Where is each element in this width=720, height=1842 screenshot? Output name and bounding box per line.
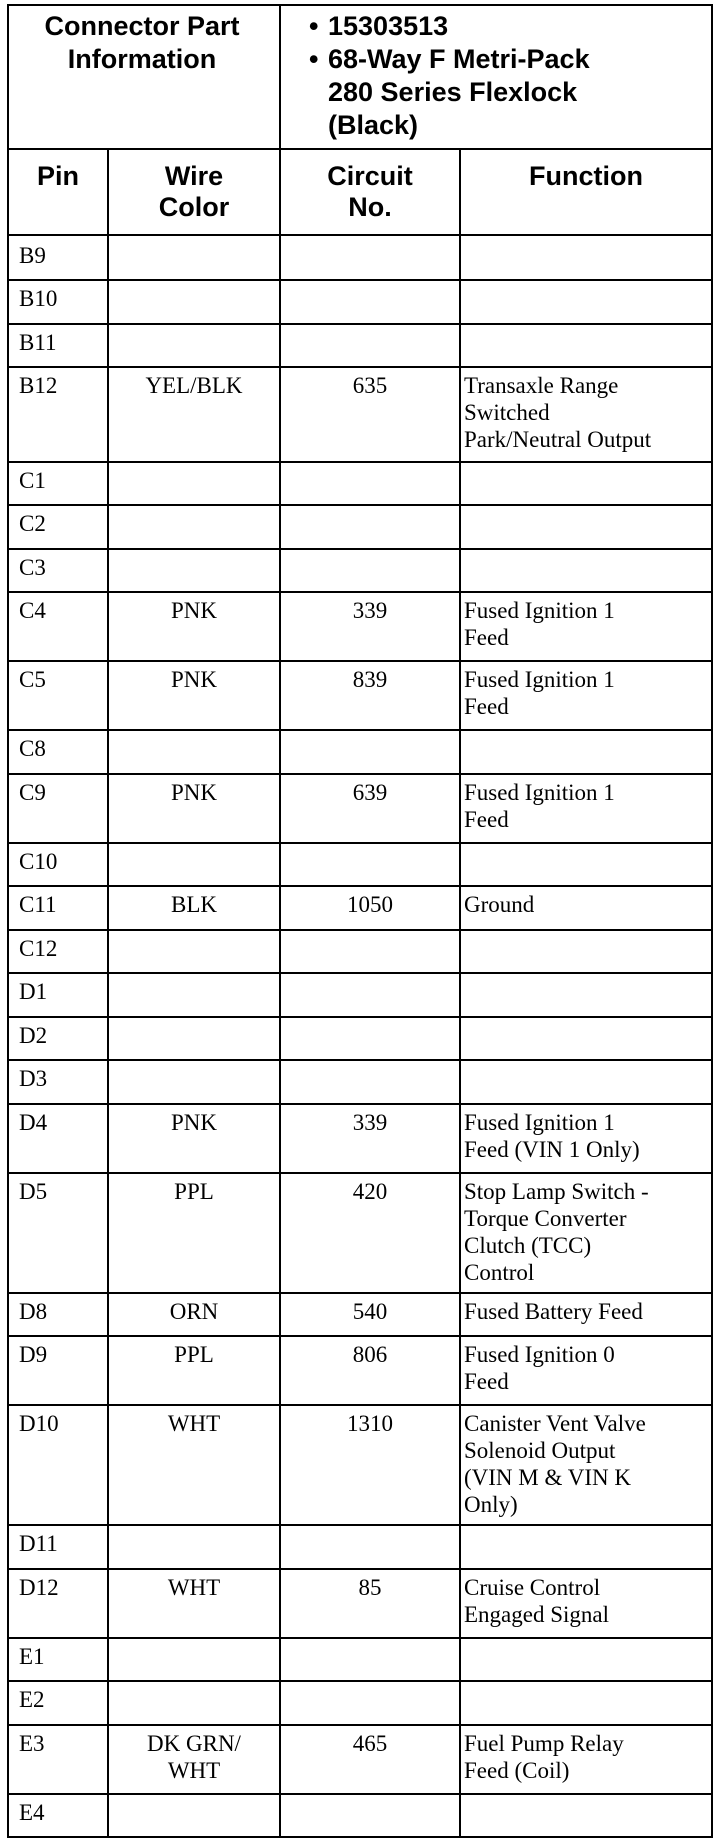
connector-table: [7, 4, 713, 1838]
function-cell-line: Fuel Pump Relay: [464, 1730, 624, 1756]
wire-color-cell: [109, 1574, 279, 1601]
pin-cell: [19, 242, 97, 269]
circuit-cell-line: 540: [352, 1298, 388, 1324]
wire-color-cell-line: PNK: [170, 667, 217, 693]
pin-cell: [19, 935, 97, 962]
title-line-1: Connector Part: [44, 11, 240, 41]
pin-cell: [19, 1686, 97, 1713]
pin-cell: [19, 467, 97, 494]
column-header-circuit-no: Circuit No.: [327, 161, 413, 222]
function-cell-line: Torque Converter: [464, 1205, 627, 1231]
function-cell-line: (VIN M & VIN K: [464, 1465, 631, 1491]
row-divider: [9, 1637, 711, 1639]
pin-cell-line: D1: [19, 979, 48, 1005]
function-cell-line: Canister Vent Valve: [464, 1411, 646, 1437]
wire-color-cell: [109, 1109, 279, 1136]
wire-color-cell-line: DK GRN/: [147, 1730, 241, 1756]
pin-cell: [19, 848, 97, 875]
function-cell-line: Solenoid Output: [464, 1438, 616, 1464]
description-line-2: 280 Series Flexlock: [328, 77, 578, 107]
wire-color-cell: [109, 779, 279, 806]
pin-cell-line: B9: [19, 243, 46, 268]
function-cell-line: Feed (VIN 1 Only): [464, 1136, 640, 1162]
pin-cell-line: C3: [19, 554, 46, 580]
row-divider: [9, 885, 711, 887]
pin-cell: [19, 372, 97, 399]
circuit-cell: [281, 1109, 459, 1136]
row-divider: [9, 1059, 711, 1061]
wire-color-cell: [109, 666, 279, 693]
row-divider: [9, 1793, 711, 1795]
function-cell-line: Clutch (TCC): [464, 1232, 592, 1258]
pin-cell: [19, 735, 97, 762]
column-header-wire-color: Wire Color: [158, 161, 230, 222]
pin-cell-line: C1: [19, 467, 46, 493]
circuit-cell-line: 806: [352, 1342, 388, 1368]
function-cell: [464, 1109, 709, 1163]
function-cell-line: Feed: [464, 694, 509, 720]
circuit-cell-line: 1050: [347, 892, 393, 918]
function-cell: [464, 891, 709, 918]
wire-color-cell-line: WHT: [167, 1757, 221, 1783]
row-divider: [9, 366, 711, 368]
wire-color-cell-line: PNK: [170, 1109, 217, 1135]
circuit-cell: [281, 597, 459, 624]
wire-color-cell: [109, 1730, 279, 1784]
pin-cell: [19, 1298, 97, 1325]
row-divider: [9, 842, 711, 844]
circuit-cell: [281, 666, 459, 693]
pin-cell-line: C8: [19, 736, 46, 762]
pin-cell-line: D8: [19, 1298, 48, 1324]
function-cell-line: Fused Battery Feed: [464, 1298, 643, 1324]
row-divider: [9, 548, 711, 550]
function-cell: [464, 1341, 709, 1395]
part-number: 15303513: [328, 11, 449, 41]
function-cell-line: Engaged Signal: [464, 1601, 609, 1627]
row-divider: [9, 929, 711, 931]
pin-cell-line: B10: [19, 286, 58, 312]
function-cell: [464, 779, 709, 833]
column-header-pin: Pin: [36, 161, 79, 191]
pin-cell-line: E3: [19, 1730, 45, 1756]
wire-color-cell-line: YEL/BLK: [145, 373, 243, 399]
function-cell: [464, 1298, 709, 1325]
function-cell-line: Fused Ignition 1: [464, 598, 615, 624]
pin-cell: [19, 1574, 97, 1601]
function-cell-line: Cruise Control: [464, 1574, 601, 1600]
function-cell: [464, 1178, 709, 1286]
row-divider: [9, 1524, 711, 1526]
pin-cell-line: C5: [19, 667, 46, 693]
row-divider: [9, 773, 711, 775]
row-divider: [9, 323, 711, 325]
bullet-icon: •: [309, 11, 319, 41]
header-divider: [9, 148, 711, 150]
wire-color-cell-line: ORN: [169, 1298, 219, 1324]
function-cell-line: Fused Ignition 1: [464, 1109, 615, 1135]
wire-color-cell-line: PPL: [174, 1178, 214, 1204]
pin-cell-line: C9: [19, 779, 46, 805]
row-divider: [9, 279, 711, 281]
function-cell-line: Stop Lamp Switch -: [464, 1178, 649, 1204]
circuit-cell: [281, 1574, 459, 1601]
wire-color-cell: [109, 1341, 279, 1368]
row-divider: [9, 1404, 711, 1406]
pin-cell-line: C2: [19, 511, 46, 537]
wire-color-cell: [109, 1178, 279, 1205]
column-divider: [107, 148, 109, 1836]
pin-cell-line: D9: [19, 1342, 48, 1368]
row-divider: [9, 591, 711, 593]
pin-cell: [19, 1065, 97, 1092]
pin-cell-line: B12: [19, 373, 58, 399]
title-line-2: Information: [67, 44, 217, 74]
function-cell: [464, 372, 709, 453]
circuit-cell-line: 339: [352, 598, 388, 624]
circuit-cell: [281, 1298, 459, 1325]
function-cell-line: Park/Neutral Output: [464, 427, 652, 453]
wire-color-cell-line: WHT: [167, 1411, 221, 1437]
function-cell: [464, 597, 709, 651]
row-divider: [9, 1680, 711, 1682]
function-cell: [464, 1574, 709, 1628]
pin-cell-line: D3: [19, 1066, 48, 1092]
pin-cell-line: C4: [19, 598, 46, 624]
row-divider: [9, 1103, 711, 1105]
column-header-divider: [9, 234, 711, 236]
pin-cell: [19, 285, 97, 312]
column-divider: [459, 148, 461, 1836]
row-divider: [9, 461, 711, 463]
wire-color-cell: [109, 372, 279, 399]
circuit-cell: [281, 779, 459, 806]
row-divider: [9, 1335, 711, 1337]
part-number-item: [301, 10, 701, 43]
wire-color-cell-line: PNK: [170, 779, 217, 805]
pin-cell: [19, 1799, 97, 1826]
description-line-1: 68-Way F Metri-Pack: [328, 44, 590, 74]
pin-cell-line: E1: [19, 1643, 45, 1669]
function-cell-line: Only): [464, 1492, 518, 1518]
pin-cell-line: C10: [19, 848, 58, 874]
circuit-cell: [281, 1730, 459, 1757]
pin-cell: [19, 1109, 97, 1136]
function-cell-line: Feed (Coil): [464, 1757, 570, 1783]
function-cell-line: Control: [464, 1259, 535, 1285]
circuit-cell-line: 839: [352, 667, 388, 693]
pin-cell: [19, 597, 97, 624]
pin-cell-line: D10: [19, 1411, 59, 1437]
pin-cell-line: D5: [19, 1178, 48, 1204]
pin-cell: [19, 1022, 97, 1049]
function-cell-line: Transaxle Range: [464, 373, 619, 399]
function-cell: [464, 666, 709, 720]
row-divider: [9, 504, 711, 506]
circuit-cell: [281, 372, 459, 399]
bullet-icon: •: [309, 44, 319, 74]
circuit-cell: [281, 1410, 459, 1437]
function-cell-line: Switched: [464, 400, 550, 426]
circuit-cell: [281, 891, 459, 918]
circuit-cell-line: 639: [352, 779, 388, 805]
pin-cell-line: D12: [19, 1574, 59, 1600]
row-divider: [9, 1292, 711, 1294]
circuit-cell: [281, 1178, 459, 1205]
pin-cell: [19, 978, 97, 1005]
wire-color-cell: [109, 1298, 279, 1325]
pin-cell-line: E2: [19, 1687, 45, 1713]
pin-cell-line: E4: [19, 1799, 45, 1825]
pin-cell: [19, 329, 97, 356]
function-cell-line: Feed: [464, 806, 509, 832]
pin-cell: [19, 1730, 97, 1757]
circuit-cell-line: 420: [352, 1178, 388, 1204]
wire-color-cell: [109, 1410, 279, 1437]
description-line-3: (Black): [328, 110, 419, 140]
function-cell-line: Fused Ignition 1: [464, 667, 615, 693]
circuit-cell-line: 1310: [347, 1411, 393, 1437]
pin-cell: [19, 554, 97, 581]
pin-cell: [19, 891, 97, 918]
row-divider: [9, 729, 711, 731]
pin-cell: [19, 1643, 97, 1670]
function-cell-line: Fused Ignition 1: [464, 779, 615, 805]
circuit-cell-line: 465: [352, 1730, 388, 1756]
wire-color-cell: [109, 891, 279, 918]
row-divider: [9, 1724, 711, 1726]
circuit-cell-line: 635: [352, 373, 388, 399]
connector-part-details: [301, 10, 701, 142]
pin-cell-line: C11: [19, 892, 57, 918]
function-cell: [464, 1410, 709, 1518]
wire-color-cell-line: PPL: [174, 1342, 214, 1368]
column-header-function: Function: [529, 161, 643, 191]
function-cell-line: Ground: [464, 892, 535, 918]
pin-cell-line: D2: [19, 1022, 48, 1048]
pin-cell: [19, 1341, 97, 1368]
wire-color-cell-line: PNK: [170, 598, 217, 624]
pin-cell-line: C12: [19, 935, 58, 961]
row-divider: [9, 1016, 711, 1018]
circuit-cell: [281, 1341, 459, 1368]
row-divider: [9, 1172, 711, 1174]
pin-cell: [19, 1410, 97, 1437]
circuit-cell-line: 85: [358, 1574, 382, 1600]
wire-color-cell-line: BLK: [171, 892, 217, 918]
pin-cell: [19, 1178, 97, 1205]
connector-description-item: [301, 43, 701, 142]
pin-cell: [19, 510, 97, 537]
wire-color-cell: [109, 597, 279, 624]
header-vertical-divider: [279, 6, 281, 148]
pin-cell-line: B11: [19, 329, 57, 355]
function-cell-line: Feed: [464, 1369, 509, 1395]
pin-cell: [19, 1530, 97, 1557]
function-cell-line: Feed: [464, 625, 509, 651]
pin-cell: [19, 779, 97, 806]
wire-color-cell-line: WHT: [167, 1574, 221, 1600]
column-divider: [279, 148, 281, 1836]
row-divider: [9, 972, 711, 974]
connector-part-info-title: [9, 10, 275, 76]
function-cell: [464, 1730, 709, 1784]
pin-cell-line: D11: [19, 1531, 58, 1557]
function-cell-line: Fused Ignition 0: [464, 1342, 615, 1368]
pin-cell-line: D4: [19, 1109, 48, 1135]
row-divider: [9, 660, 711, 662]
circuit-cell-line: 339: [352, 1109, 388, 1135]
pin-cell: [19, 666, 97, 693]
row-divider: [9, 1568, 711, 1570]
